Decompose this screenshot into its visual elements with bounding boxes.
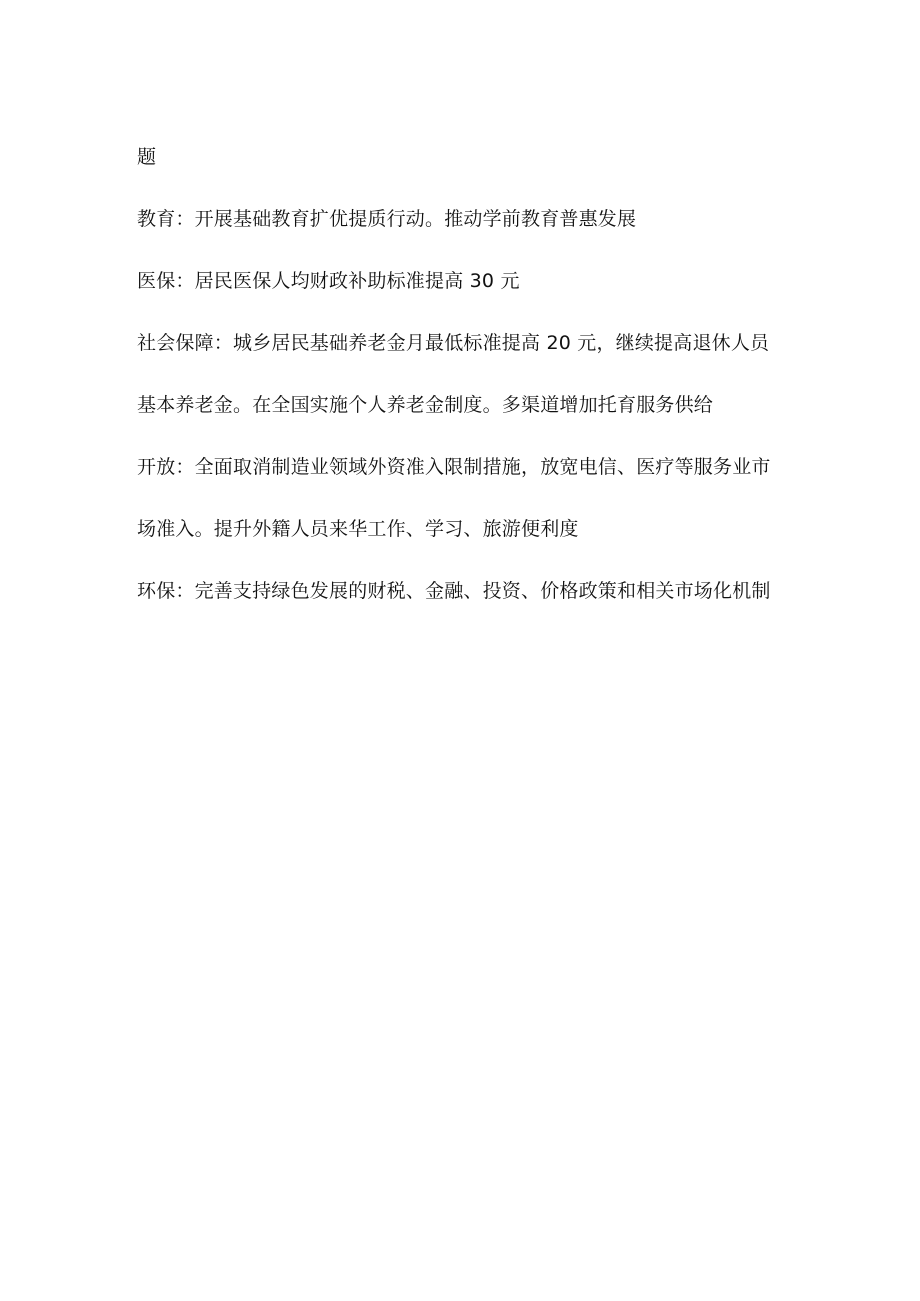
paragraph-education: 教育：开展基础教育扩优提质行动。推动学前教育普惠发展 xyxy=(137,208,637,230)
document-body xyxy=(137,126,787,622)
paragraph-title-fragment: 题 xyxy=(137,146,157,168)
paragraph-social-security: 社会保障：城乡居民基础养老金月最低标准提高 20 元，继续提高退休人员基本养老金。在全国实施个人养老金制度。多渠道增加托育服务供给 xyxy=(137,332,770,416)
paragraph-medical-insurance: 医保：居民医保人均财政补助标准提高 30 元 xyxy=(137,270,520,292)
paragraph-environmental-protection: 环保：完善支持绿色发展的财税、金融、投资、价格政策和相关市场化机制 xyxy=(137,580,771,602)
paragraph-opening-up: 开放：全面取消制造业领域外资准入限制措施，放宽电信、医疗等服务业市场准入。提升外籍人员来华工作、学习、旅游便利度 xyxy=(137,456,771,540)
